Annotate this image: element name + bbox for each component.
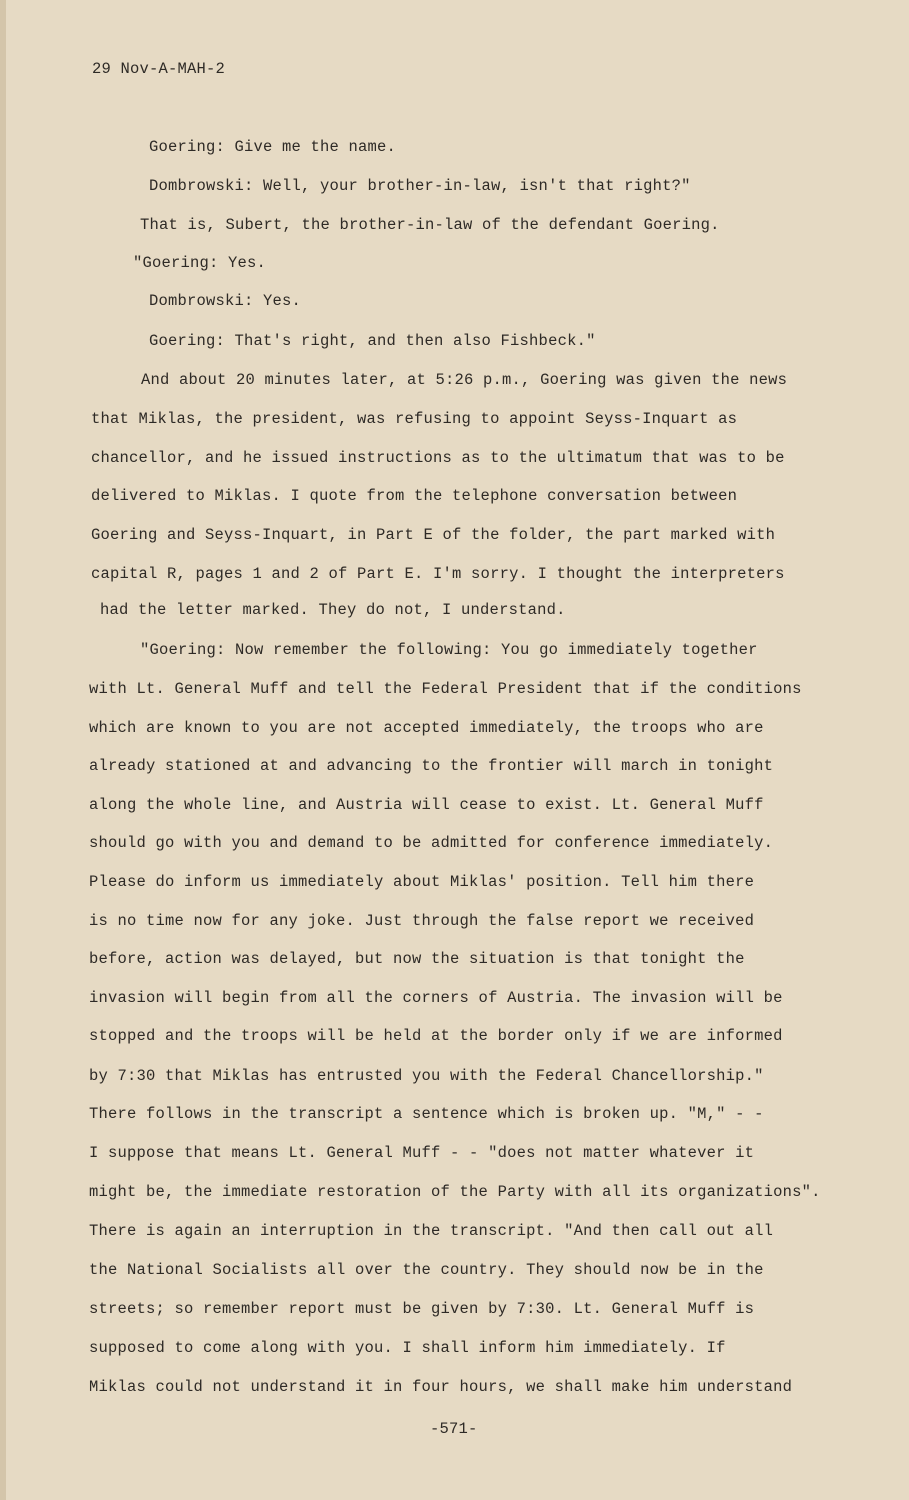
text-line: before, action was delayed, but now the situation is that tonight the	[89, 950, 745, 968]
text-line: Miklas could not understand it in four hours, we shall make him understand	[89, 1378, 793, 1396]
text-line: That is, Subert, the brother-in-law of the defendant Goering.	[140, 216, 720, 234]
text-line: Goering: Give me the name.	[149, 138, 397, 156]
text-line: which are known to you are not accepted immediately, the troops who are	[89, 719, 764, 737]
text-line: by 7:30 that Miklas has entrusted you with the Federal Chancellorship."	[89, 1067, 764, 1085]
text-line: "Goering: Yes.	[133, 254, 267, 272]
text-line: delivered to Miklas. I quote from the telephone conversation between	[91, 487, 738, 505]
text-line: had the letter marked. They do not, I understand.	[100, 601, 566, 619]
text-line: might be, the immediate restoration of the Party with all its organizations".	[89, 1183, 821, 1201]
text-line: capital R, pages 1 and 2 of Part E. I'm sorry. I thought the interpreters	[91, 565, 785, 583]
text-line: stopped and the troops will be held at the border only if we are informed	[89, 1027, 783, 1045]
text-line: There is again an interruption in the transcript. "And then call out all	[89, 1222, 774, 1240]
text-line: "Goering: Now remember the following: You go immediately together	[140, 641, 758, 659]
text-line: already stationed at and advancing to the frontier will march in tonight	[89, 757, 774, 775]
text-line: There follows in the transcript a sentence which is broken up. "M," - -	[89, 1105, 764, 1123]
page-number: -571-	[430, 1420, 478, 1438]
text-line: Please do inform us immediately about Miklas' position. Tell him there	[89, 873, 755, 891]
text-line: that Miklas, the president, was refusing to appoint Seyss-Inquart as	[91, 410, 738, 428]
text-line: the National Socialists all over the country. They should now be in the	[89, 1261, 764, 1279]
text-line: I suppose that means Lt. General Muff - - "does not matter whatever it	[89, 1144, 755, 1162]
text-line: And about 20 minutes later, at 5:26 p.m., Goering was given the news	[141, 371, 788, 389]
text-line: Dombrowski: Yes.	[149, 292, 302, 310]
text-line: along the whole line, and Austria will cease to exist. Lt. General Muff	[89, 796, 764, 814]
text-line: Goering and Seyss-Inquart, in Part E of the folder, the part marked with	[91, 526, 776, 544]
text-line: Goering: That's right, and then also Fishbeck."	[149, 332, 596, 350]
text-line: Dombrowski: Well, your brother-in-law, isn't that right?"	[149, 177, 691, 195]
text-line: with Lt. General Muff and tell the Federal President that if the conditions	[89, 680, 802, 698]
document-reference: 29 Nov-A-MAH-2	[92, 60, 226, 78]
text-line: supposed to come along with you. I shall inform him immediately. If	[89, 1339, 726, 1357]
text-line: chancellor, and he issued instructions as to the ultimatum that was to be	[91, 449, 785, 467]
text-line: streets; so remember report must be given by 7:30. Lt. General Muff is	[89, 1300, 755, 1318]
text-line: invasion will begin from all the corners of Austria. The invasion will be	[89, 989, 783, 1007]
text-line: is no time now for any joke. Just through the false report we received	[89, 912, 755, 930]
text-line: should go with you and demand to be admitted for conference immediately.	[89, 834, 774, 852]
